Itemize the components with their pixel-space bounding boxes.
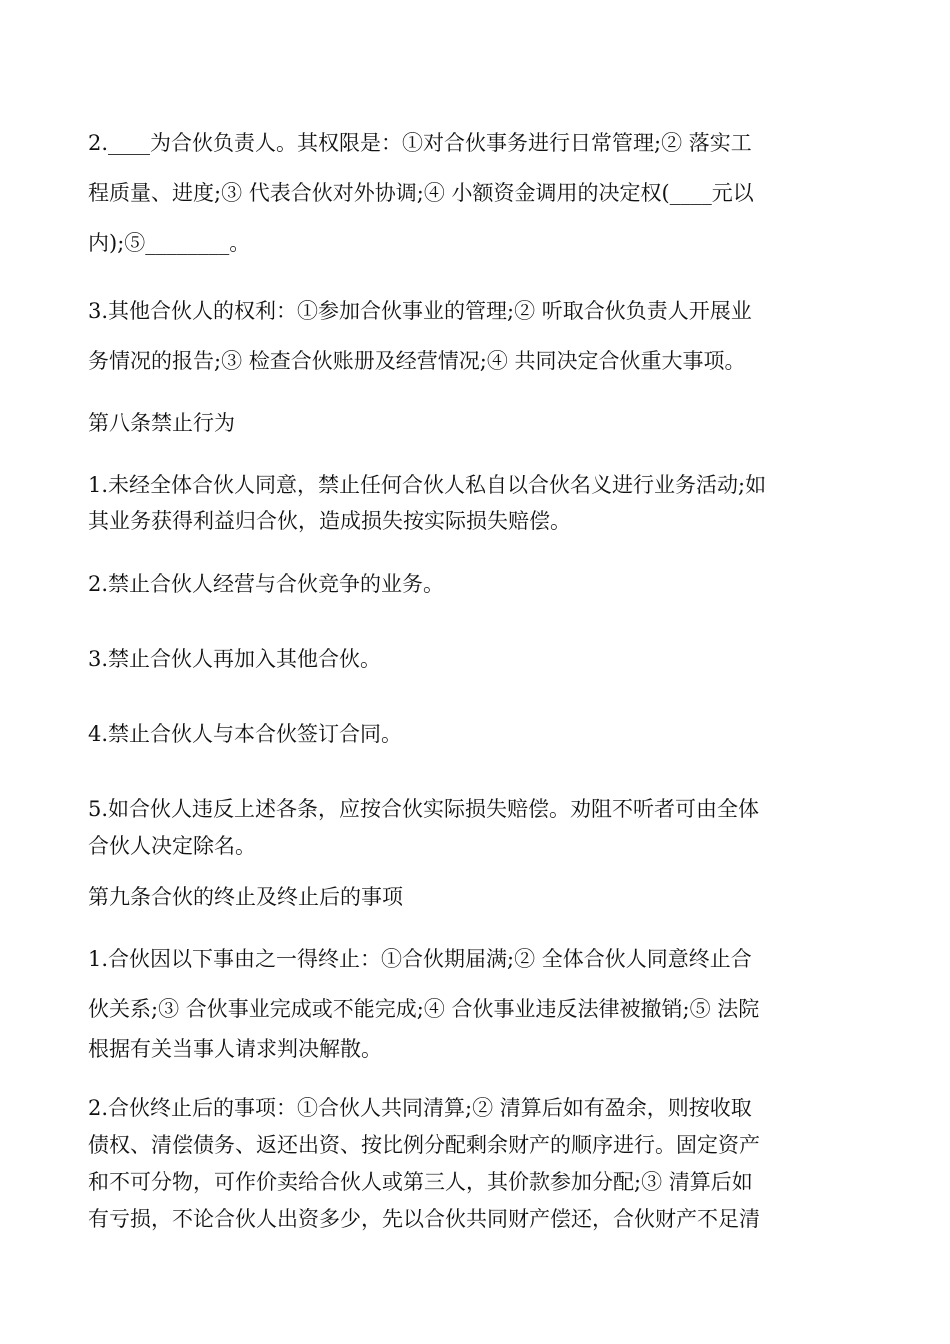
section-heading: 第八条禁止行为 <box>88 411 235 435</box>
text-line: 2.合伙终止后的事项：①合伙人共同清算;② 清算后如有盈余，则按收取 <box>88 1096 752 1120</box>
text-line: 根据有关当事人请求判决解散。 <box>88 1037 382 1061</box>
clause-8-item-1 <box>88 467 868 539</box>
text-line: 5.如合伙人违反上述各条，应按合伙实际损失赔偿。劝阻不听者可由全体 <box>88 797 760 821</box>
text-line: 债权、清偿债务、返还出资、按比例分配剩余财产的顺序进行。固定资产 <box>88 1133 760 1157</box>
clause-8-item-4 <box>88 717 868 751</box>
clause-8-heading <box>88 406 868 440</box>
text-line: 2.____为合伙负责人。其权限是：①对合伙事务进行日常管理;② 落实工 <box>88 131 752 155</box>
text-line: 和不可分物，可作价卖给合伙人或第三人，其价款参加分配;③ 清算后如 <box>88 1170 753 1194</box>
text-line: 有亏损，不论合伙人出资多少，先以合伙共同财产偿还，合伙财产不足清 <box>88 1207 760 1231</box>
text-line: 1.合伙因以下事由之一得终止：①合伙期届满;② 全体合伙人同意终止合 <box>88 947 752 971</box>
text-line: 务情况的报告;③ 检查合伙账册及经营情况;④ 共同决定合伙重大事项。 <box>88 349 746 373</box>
clause-8-item-3 <box>88 642 868 676</box>
clause-8-item-2 <box>88 567 868 601</box>
clause-9-item-2 <box>88 1090 868 1238</box>
text-line: 合伙人决定除名。 <box>88 834 256 858</box>
clause-7-item-2 <box>88 118 868 268</box>
text-line: 程质量、进度;③ 代表合伙对外协调;④ 小额资金调用的决定权(____元以 <box>88 181 754 205</box>
text-line: 1.未经全体合伙人同意，禁止任何合伙人私自以合伙名义进行业务活动;如 <box>88 473 767 497</box>
text-line: 2.禁止合伙人经营与合伙竞争的业务。 <box>88 572 445 596</box>
text-line: 4.禁止合伙人与本合伙签订合同。 <box>88 722 403 746</box>
clause-9-item-1 <box>88 939 868 1069</box>
text-line: 3.其他合伙人的权利：①参加合伙事业的管理;② 听取合伙负责人开展业 <box>88 299 752 323</box>
text-line: 3.禁止合伙人再加入其他合伙。 <box>88 647 382 671</box>
section-heading: 第九条合伙的终止及终止后的事项 <box>88 885 403 909</box>
clause-7-item-3 <box>88 286 868 386</box>
text-line: 内);⑤________。 <box>88 231 251 255</box>
text-line: 其业务获得利益归合伙，造成损失按实际损失赔偿。 <box>88 509 571 533</box>
clause-8-item-5 <box>88 791 868 865</box>
text-line: 伙关系;③ 合伙事业完成或不能完成;④ 合伙事业违反法律被撤销;⑤ 法院 <box>88 997 760 1021</box>
clause-9-heading <box>88 880 868 914</box>
